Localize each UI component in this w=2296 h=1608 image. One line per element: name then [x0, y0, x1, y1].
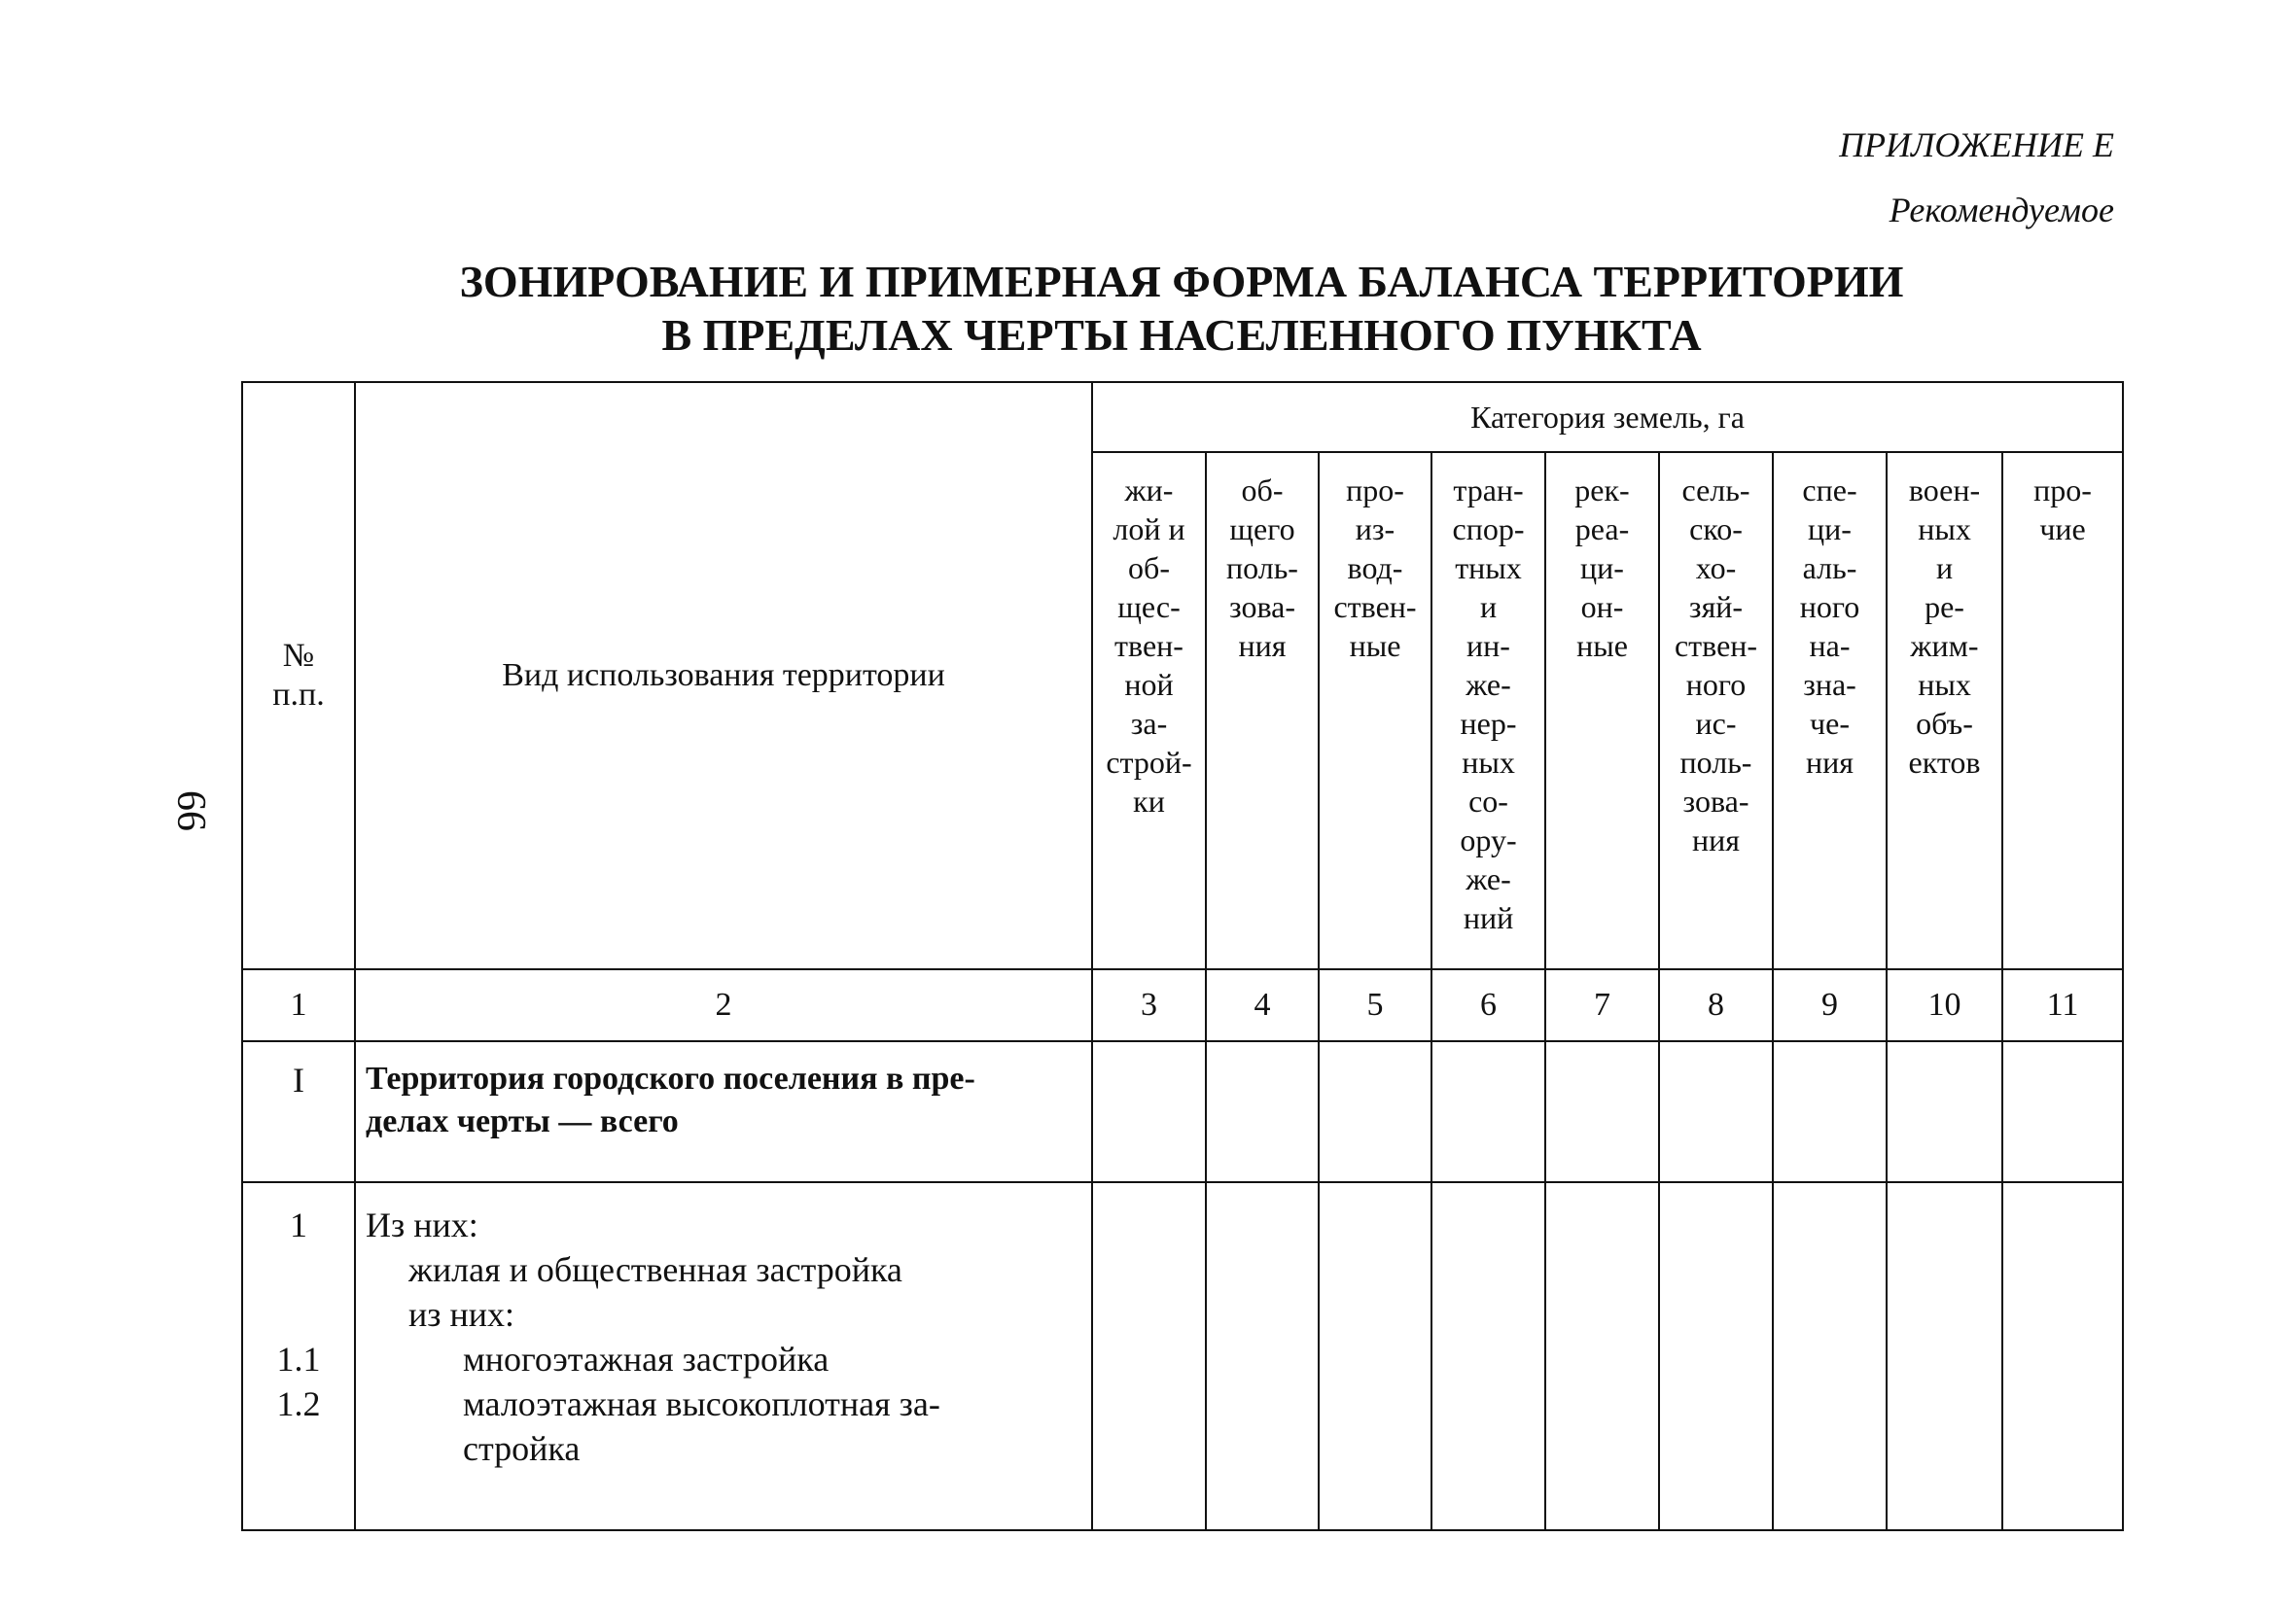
- category-label-line: ного: [1685, 667, 1747, 702]
- category-label-line: про-: [2033, 472, 2092, 507]
- category-label-line: хо-: [1695, 550, 1737, 585]
- category-label-line: зова-: [1682, 784, 1749, 819]
- row-1-number-line: 1.2: [276, 1384, 321, 1423]
- category-label-line: реа-: [1574, 511, 1630, 546]
- category-column-2: [1206, 452, 1319, 969]
- category-label-line: сель-: [1681, 472, 1750, 507]
- row-1-text-line: из них:: [408, 1295, 515, 1334]
- empty-cell: [1659, 1041, 1773, 1182]
- category-label-line: и: [1479, 589, 1498, 624]
- column-number-6: 6: [1431, 969, 1545, 1041]
- category-label-line: жи-: [1124, 472, 1174, 507]
- category-label-line: же-: [1466, 667, 1511, 702]
- category-label-line: лой и: [1113, 511, 1185, 546]
- category-label-line: ин-: [1466, 628, 1510, 663]
- category-label-line: объ-: [1916, 706, 1973, 741]
- category-label-line: воен-: [1908, 472, 1981, 507]
- category-label-line: ных: [1918, 667, 1971, 702]
- header-number-line-1: №: [282, 638, 315, 674]
- category-label-line: зна-: [1803, 667, 1856, 702]
- category-label-line: об-: [1241, 472, 1284, 507]
- row-1-numbers: [242, 1182, 355, 1530]
- empty-cell: [1887, 1182, 2002, 1530]
- category-label-line: об-: [1128, 550, 1170, 585]
- column-number-10: 10: [1887, 969, 2002, 1041]
- category-label-line: ний: [1463, 900, 1514, 935]
- category-column-1: [1092, 452, 1206, 969]
- category-label-line: твен-: [1114, 628, 1183, 663]
- empty-cell: [1773, 1182, 1887, 1530]
- category-label-line: зова-: [1229, 589, 1295, 624]
- category-label-line: нер-: [1460, 706, 1517, 741]
- category-label-line: про-: [1346, 472, 1404, 507]
- category-label-line: ной: [1124, 667, 1174, 702]
- category-label-line: ци-: [1580, 550, 1624, 585]
- column-number-7: 7: [1545, 969, 1659, 1041]
- empty-cell: [1319, 1182, 1431, 1530]
- header-type-cell: [355, 382, 1092, 969]
- empty-cell: [1431, 1041, 1545, 1182]
- category-label-line: спе-: [1802, 472, 1857, 507]
- row-I-text: [355, 1041, 1092, 1182]
- category-label-line: ис-: [1695, 706, 1737, 741]
- row-I-text-line-2: делах черты — всего: [366, 1103, 679, 1139]
- category-label-line: поль-: [1226, 550, 1298, 585]
- category-label-line: ные: [1349, 628, 1401, 663]
- row-1-text-line: стройка: [463, 1429, 581, 1468]
- category-label-line: спор-: [1452, 511, 1525, 546]
- category-label-line: ствен-: [1333, 589, 1417, 624]
- document-title: [243, 255, 2120, 362]
- empty-cell: [1206, 1041, 1319, 1182]
- category-label-line: ного: [1799, 589, 1860, 624]
- category-label-line: жим-: [1910, 628, 1979, 663]
- row-1-number-line: [243, 1247, 354, 1292]
- category-column-7: [1773, 452, 1887, 969]
- empty-cell: [1431, 1182, 1545, 1530]
- category-label-line: ре-: [1925, 589, 1964, 624]
- title-line-1: ЗОНИРОВАНИЕ И ПРИМЕРНАЯ ФОРМА БАЛАНСА ТЕРРИТОРИИ: [459, 257, 1904, 306]
- row-1-number-line: [243, 1292, 354, 1337]
- empty-cell: [1659, 1182, 1773, 1530]
- empty-cell: [2002, 1182, 2123, 1530]
- empty-cell: [1206, 1182, 1319, 1530]
- row-1-number-line: 1: [290, 1206, 307, 1244]
- category-label-line: ных: [1918, 511, 1971, 546]
- appendix-label: ПРИЛОЖЕНИЕ Е: [1839, 125, 2114, 164]
- header-number-line-2: п.п.: [272, 677, 325, 713]
- category-label-line: вод-: [1347, 550, 1403, 585]
- category-label-line: щего: [1229, 511, 1295, 546]
- header-number-cell: [242, 382, 355, 969]
- category-label-line: поль-: [1679, 745, 1752, 780]
- page-number: 66: [168, 790, 213, 831]
- category-label-line: ци-: [1808, 511, 1852, 546]
- row-I-number: I: [242, 1041, 355, 1182]
- column-number-8: 8: [1659, 969, 1773, 1041]
- category-label-line: из-: [1355, 511, 1395, 546]
- row-1-text: [355, 1182, 1092, 1530]
- category-column-5: [1545, 452, 1659, 969]
- category-label-line: зяй-: [1688, 589, 1744, 624]
- category-label-line: тных: [1455, 550, 1522, 585]
- category-label-line: че-: [1810, 706, 1850, 741]
- empty-cell: [2002, 1041, 2123, 1182]
- category-label-line: ния: [1238, 628, 1287, 663]
- row-1-text-line: жилая и общественная застройка: [408, 1250, 902, 1289]
- category-label-line: за-: [1130, 706, 1168, 741]
- column-number-5: 5: [1319, 969, 1431, 1041]
- title-line-2: В ПРЕДЕЛАХ ЧЕРТЫ НАСЕЛЕННОГО ПУНКТА: [661, 310, 1702, 360]
- category-column-4: [1431, 452, 1545, 969]
- category-label-line: же-: [1466, 861, 1511, 896]
- empty-cell: [1092, 1182, 1206, 1530]
- column-number-4: 4: [1206, 969, 1319, 1041]
- category-column-9: [2002, 452, 2123, 969]
- category-label-line: строй-: [1106, 745, 1192, 780]
- category-column-8: [1887, 452, 2002, 969]
- category-label-line: ствен-: [1674, 628, 1758, 663]
- column-number-9: 9: [1773, 969, 1887, 1041]
- category-label-line: ектов: [1908, 745, 1981, 780]
- empty-cell: [1545, 1182, 1659, 1530]
- empty-cell: [1773, 1041, 1887, 1182]
- empty-cell: [1092, 1041, 1206, 1182]
- category-column-6: [1659, 452, 1773, 969]
- category-label-line: ору-: [1460, 822, 1517, 857]
- category-column-3: [1319, 452, 1431, 969]
- category-header-cell: [1092, 382, 2123, 452]
- column-number-2: 2: [355, 969, 1092, 1041]
- row-1-number-line: 1.1: [276, 1340, 321, 1379]
- category-label-line: на-: [1809, 628, 1851, 663]
- category-label-line: ния: [1806, 745, 1854, 780]
- category-label-line: ных: [1462, 745, 1515, 780]
- recommended-label: Рекомендуемое: [1889, 191, 2114, 229]
- column-number-11: 11: [2002, 969, 2123, 1041]
- empty-cell: [1887, 1041, 2002, 1182]
- column-number-1: 1: [242, 969, 355, 1041]
- category-label-line: чие: [2039, 511, 2086, 546]
- row-1-text-line: многоэтажная застройка: [463, 1340, 830, 1379]
- row-1-text-line: малоэтажная высокоплотная за-: [463, 1384, 940, 1423]
- category-label-line: аль-: [1802, 550, 1857, 585]
- row-I-text-line-1: Территория городского поселения в пре-: [366, 1061, 975, 1097]
- category-label-line: и: [1935, 550, 1954, 585]
- category-label-line: ско-: [1689, 511, 1743, 546]
- category-label-line: ки: [1133, 784, 1165, 819]
- category-label-line: тран-: [1453, 472, 1524, 507]
- category-header-label: Категория земель, га: [1470, 399, 1745, 435]
- category-label-line: ния: [1692, 822, 1740, 857]
- category-label-line: со-: [1468, 784, 1508, 819]
- category-label-line: ные: [1576, 628, 1628, 663]
- category-label-line: рек-: [1574, 472, 1630, 507]
- row-1-text-line: Из них:: [366, 1206, 478, 1244]
- empty-cell: [1319, 1041, 1431, 1182]
- territory-balance-table: [241, 381, 2124, 1531]
- header-type-label: Вид использования территории: [502, 657, 945, 693]
- empty-cell: [1545, 1041, 1659, 1182]
- column-number-3: 3: [1092, 969, 1206, 1041]
- category-label-line: он-: [1580, 589, 1624, 624]
- category-label-line: щес-: [1117, 589, 1181, 624]
